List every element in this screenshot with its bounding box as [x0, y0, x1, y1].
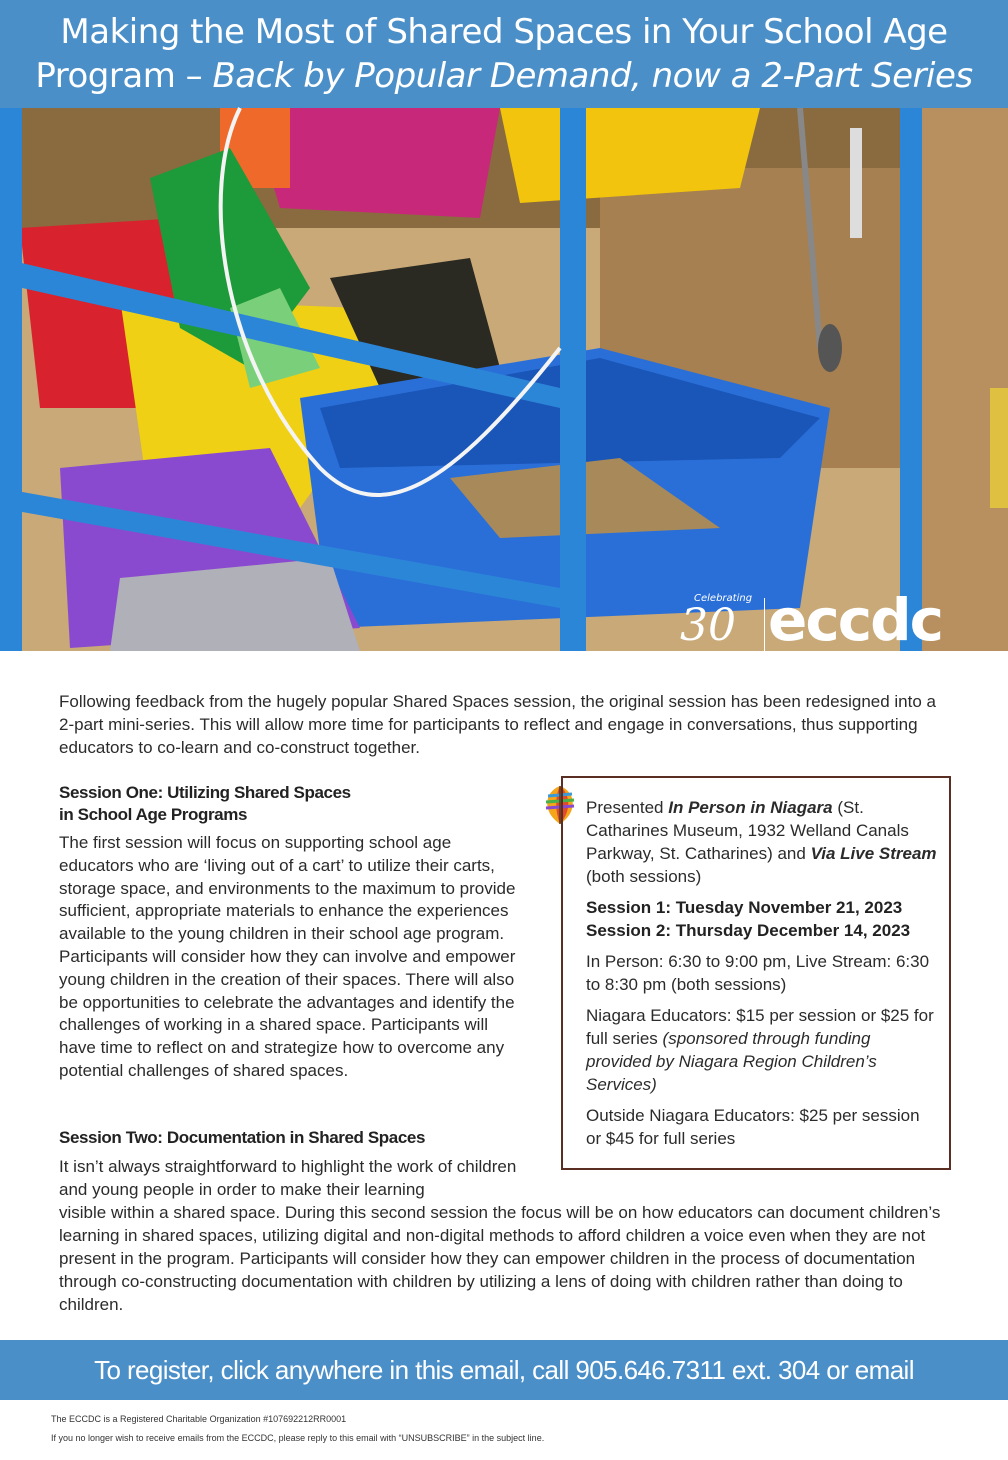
session-times: In Person: 6:30 to 9:00 pm, Live Stream: 6:30 to 8:30 pm (both sessions)	[586, 952, 930, 994]
unsubscribe-notice: If you no longer wish to receive emails from the ECCDC, please reply to this email with “UNSUBSCRIBE” in the subject line.	[51, 1433, 545, 1443]
page-subtitle: Back by Popular Demand, now a 2-Part Series	[212, 56, 973, 96]
intro-paragraph: Following feedback from the hugely popular Shared Spaces session, the original session has been redesigned into a 2-part mini-series. This will allow more time for participants to reflect and engage in conversations, thus supporting educators to co-learn and co-construct together.	[59, 692, 936, 757]
event-details-box	[561, 776, 951, 1170]
outside-fee: Outside Niagara Educators: $25 per session or $45 for full series	[586, 1106, 920, 1148]
niagara-fee: Niagara Educators: $15 per session or $25 for full series (sponsored through funding provided by Niagara Region Children’s Services)	[586, 1006, 934, 1094]
session-one-body: The first session will focus on supporting school age educators who are ‘living out of a cart’ to utilize their carts, storage space, and environments to the maximum to provide sufficient, appropriate materials to enhance the experiences available to the young children in their school age program. Participants will consider how they can involve and empower young children in the creation of their spaces. There will also be opportunities to celebrate the advantages and identify the challenges of working in a shared space. Participants will have time to reflect on and strategize how to overcome any potential challenges of shared spaces.	[59, 833, 516, 1080]
page-title-line1: Making the Most of Shared Spaces in Your School Age	[60, 12, 948, 52]
session-two-body-end: visible within a shared space. During this second session the focus will be on how educators can document children’s learning in shared spaces, utilizing digital and non-digital methods to afford children a voice even when they are not present in the program. Participants will consider how they can empower children in the process of documentation through co-constructing documentation with children by utilizing a lens of doing with children rather than doing to children.	[59, 1203, 941, 1314]
register-banner[interactable]: To register, click anywhere in this email, call 905.646.7311 ext. 304 or email eccdc@eccdc.org	[0, 1340, 1008, 1400]
session-one-section	[59, 782, 519, 1083]
presented-info: Presented In Person in Niagara (St. Catharines Museum, 1932 Welland Canals Parkway, St. Catharines) and Via Live Stream (both sessions)	[586, 798, 937, 886]
session-one-title: Session One: Utilizing Shared Spaces in School Age Programs	[59, 783, 351, 824]
session-two-title: Session Two: Documentation in Shared Spaces	[59, 1128, 426, 1147]
session-2-date: Session 2: Thursday December 14, 2023	[586, 921, 911, 940]
charity-notice: The ECCDC is a Registered Charitable Organization #107692212RR0001	[51, 1414, 347, 1424]
storage-cart-photo[interactable]: Celebrating 30 years eccdc early childhood community development centre	[0, 108, 1008, 651]
session-two-body-start: It isn’t always straightforward to highlight the work of children and young people in order to make their learning	[59, 1157, 517, 1199]
page-title-line2: Program – Back by Popular Demand, now a 2-Part Series	[35, 56, 973, 96]
session-dates	[586, 896, 938, 942]
logo-divider	[764, 598, 765, 658]
header-banner	[0, 0, 1008, 108]
session-1-date: Session 1: Tuesday November 21, 2023	[586, 898, 903, 917]
